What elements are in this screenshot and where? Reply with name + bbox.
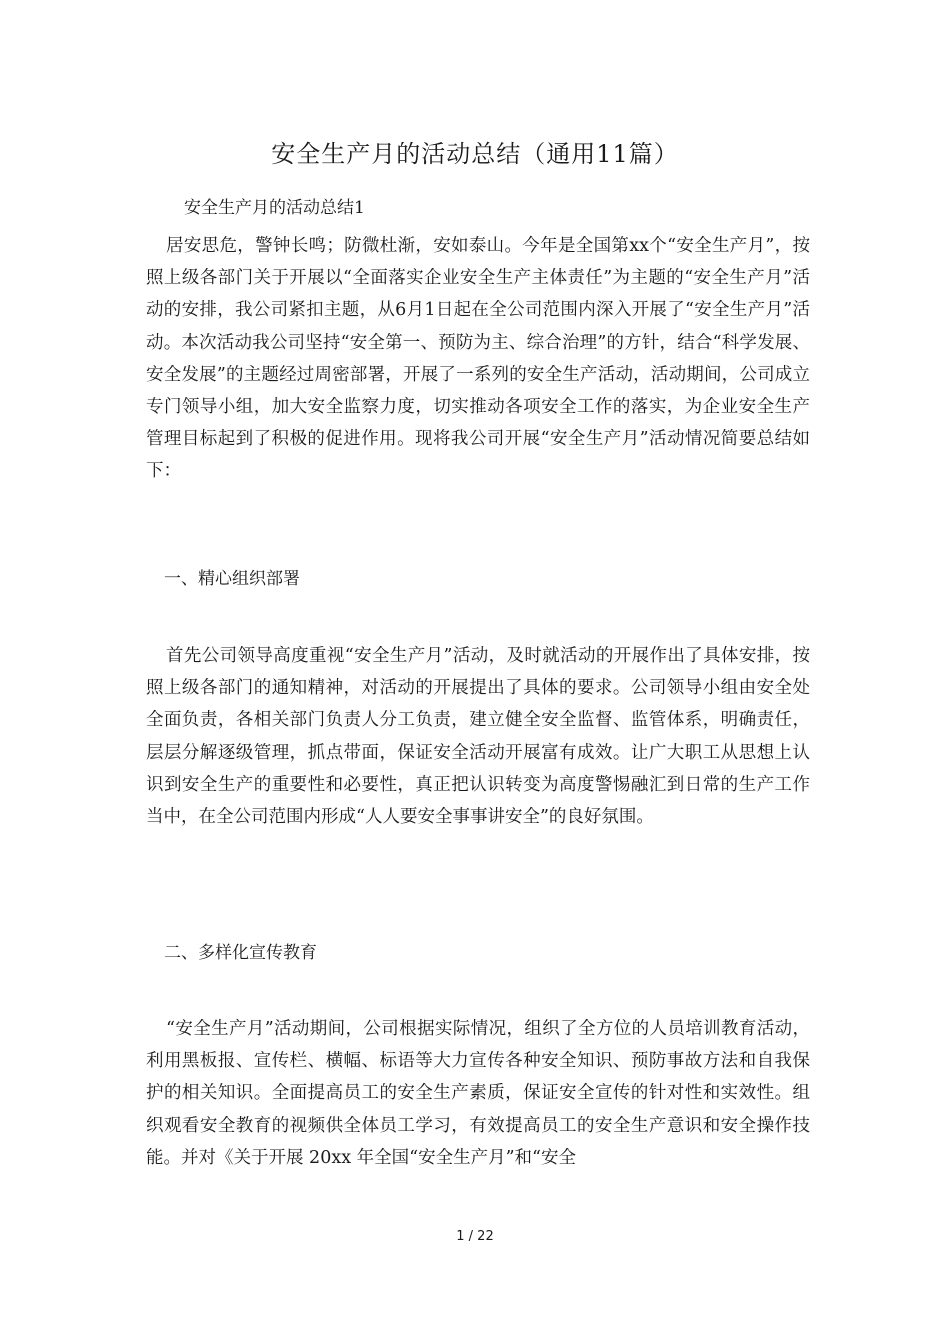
paragraph-education: “安全生产月”活动期间，公司根据实际情况，组织了全方位的人员培训教育活动，利用黑板报、宣传栏、横幅、标语等大力宣传各种安全知识、预防事故方法和自我保护的相关知识。全面提高员工的安全生产素质，保证安全宣传的针对性和实效性。组织观看安全教育的视频供全体员工学习，有效提高员工的安全生产意识和安全操作技能。并对《关于开展 20xx 年全国“安全生产月”和“安全 [146,1019,810,1168]
document-subtitle: 安全生产月的活动总结1 [184,198,365,218]
page-number: 1 / 22 [456,1229,494,1244]
paragraph-organization: 首先公司领导高度重视“安全生产月”活动，及时就活动的开展作出了具体安排，按照上级各部门的通知精神，对活动的开展提出了具体的要求。公司领导小组由安全处全面负责，各相关部门负责人分工负责，建立健全安全监督、监管体系，明确责任，层层分解逐级管理，抓点带面，保证安全活动开展富有成效。让广大职工从思想上认识到安全生产的重要性和必要性，真正把认识转变为高度警惕融汇到日常的生产工作当中，在全公司范围内形成“人人要安全事事讲安全”的良好氛围。 [146,646,810,828]
paragraph-intro: 居安思危，警钟长鸣；防微杜渐，安如泰山。今年是全国第xx个“安全生产月”，按照上级各部门关于开展以“全面落实企业安全生产主体责任”为主题的“安全生产月”活动的安排，我公司紧扣主题，从6月1日起在全公司范围内深入开展了“安全生产月”活动。本次活动我公司坚持“安全第一、预防为主、综合治理”的方针，结合“科学发展、安全发展”的主题经过周密部署，开展了一系列的安全生产活动，活动期间，公司成立专门领导小组，加大安全监察力度，切实推动各项安全工作的落实，为企业安全生产管理目标起到了积极的促进作用。现将我公司开展“安全生产月”活动情况简要总结如下： [146,236,810,482]
section-heading-education: 二、多样化宣传教育 [164,943,317,963]
document-title: 安全生产月的活动总结（通用11篇） [271,140,679,168]
section-heading-organization: 一、精心组织部署 [164,569,300,589]
